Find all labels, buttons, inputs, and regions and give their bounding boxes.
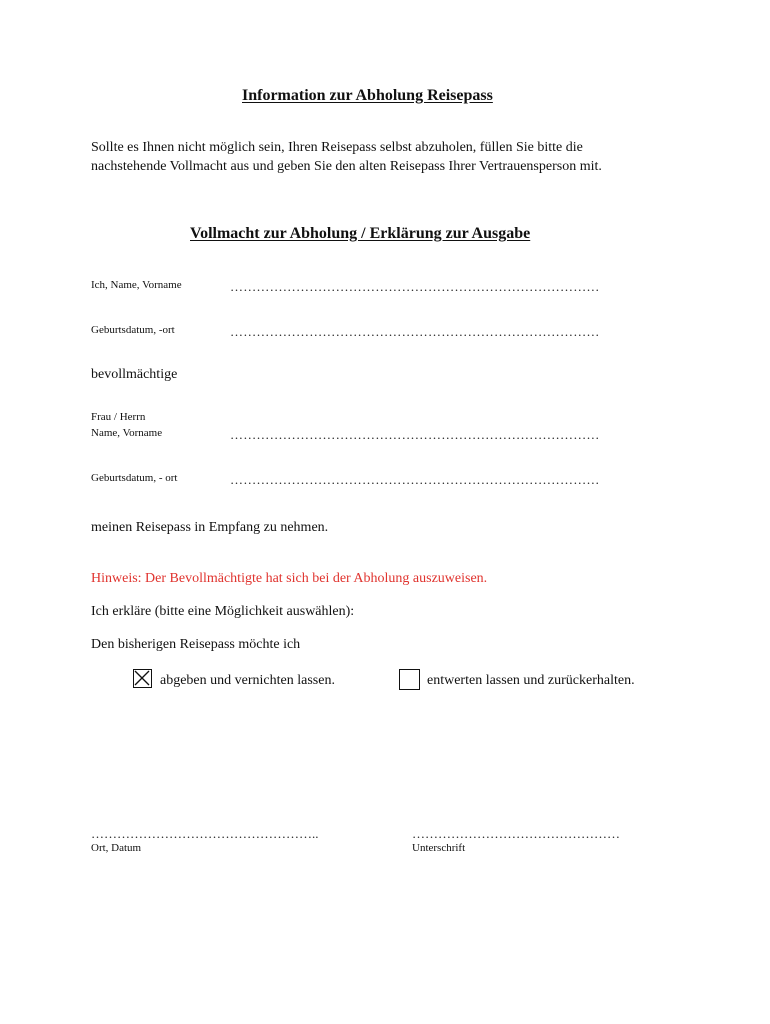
place-date-field[interactable]: …………………………………………….. [91,826,319,841]
signature-label: Unterschrift [412,842,466,854]
proxy-birth-field[interactable]: ………………………………………………………………………… [230,472,600,487]
proxy-birth-label: Geburtsdatum, - ort [91,472,178,484]
intro-line-2: nachstehende Vollmacht aus und geben Sie den alten Reisepass Ihrer Vertrauensperson mit. [91,159,602,174]
declare-text: Ich erkläre (bitte eine Möglichkeit auswählen): [91,604,355,619]
checkmark-x-icon [134,670,150,686]
option-invalidate-checkbox[interactable] [399,669,420,690]
proxy-name-field[interactable]: ………………………………………………………………………… [230,427,600,442]
grantor-name-field[interactable]: ………………………………………………………………………… [230,279,600,294]
option-destroy-label: abgeben und vernichten lassen. [160,673,335,688]
option-invalidate-label: entwerten lassen und zurückerhalten. [427,673,635,688]
signature-field[interactable]: ………………………………………… [412,826,620,841]
receive-text: meinen Reisepass in Empfang zu nehmen. [91,520,329,535]
grantor-name-label: Ich, Name, Vorname [91,279,182,291]
intro-paragraph [91,138,691,176]
grantor-birth-field[interactable]: ………………………………………………………………………… [230,324,600,339]
option-destroy-checkbox[interactable] [133,669,152,688]
proxy-name-label: Name, Vorname [91,427,163,439]
passport-text: Den bisherigen Reisepass möchte ich [91,637,301,652]
page-title: Information zur Abholung Reisepass [242,87,493,104]
hint-text: Hinweis: Der Bevollmächtigte hat sich bei der Abholung auszuweisen. [91,571,488,586]
place-date-label: Ort, Datum [91,842,142,854]
proxy-salutation-label: Frau / Herrn [91,411,146,423]
grantor-birth-label: Geburtsdatum, -ort [91,324,175,336]
form-title: Vollmacht zur Abholung / Erklärung zur Ausgabe [190,225,531,242]
intro-line-1: Sollte es Ihnen nicht möglich sein, Ihren Reisepass selbst abzuholen, füllen Sie bitte die [91,140,583,155]
authorize-label: bevollmächtige [91,367,178,382]
